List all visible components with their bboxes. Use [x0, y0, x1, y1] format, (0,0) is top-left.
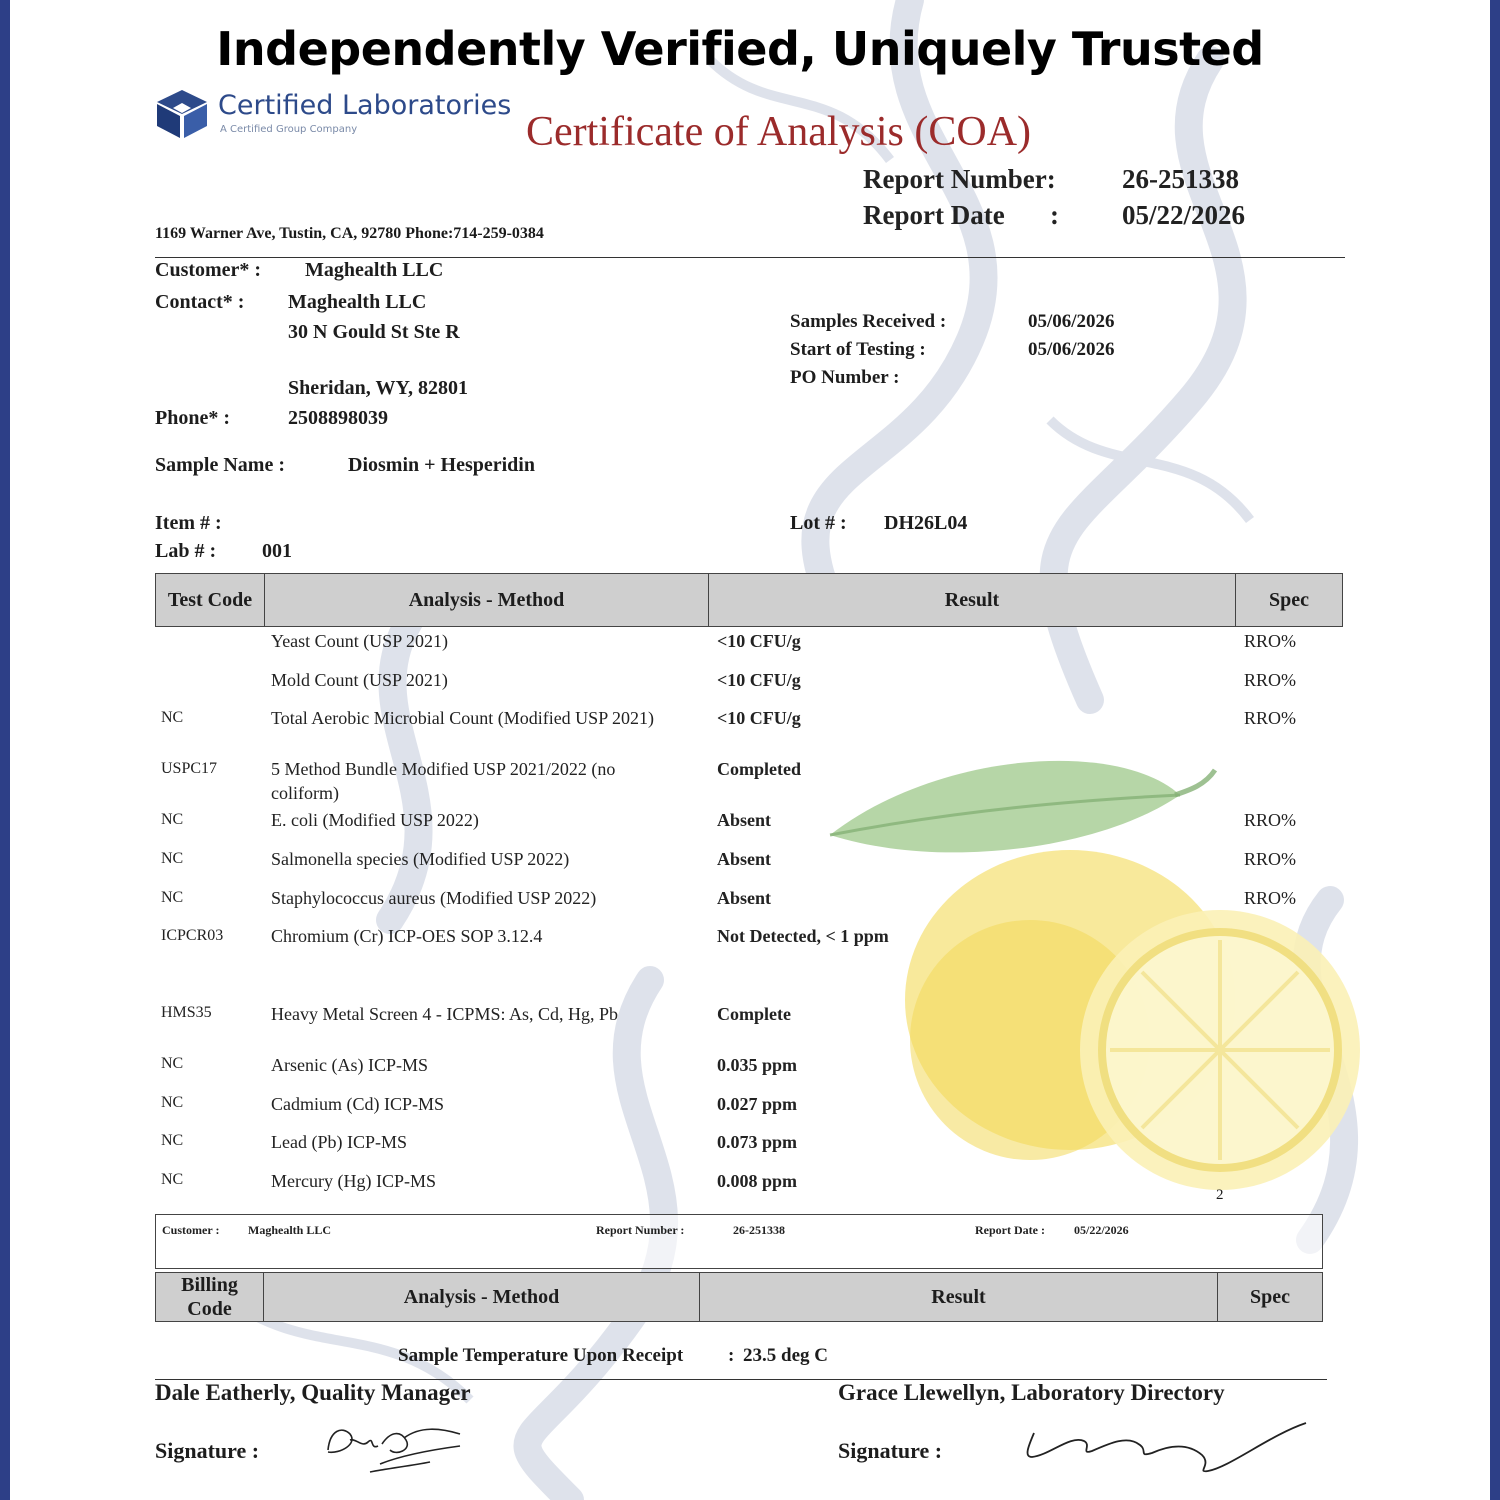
row-method: Arsenic (As) ICP-MS	[271, 1055, 428, 1075]
lab-number-label: Lab # :	[155, 540, 217, 562]
footer-customer-label: Customer :	[162, 1223, 220, 1237]
row-method: Staphylococcus aureus (Modified USP 2022)	[271, 888, 597, 908]
row-method: Yeast Count (USP 2021)	[271, 631, 449, 651]
certificate-title: Certificate of Analysis (COA)	[526, 109, 1032, 155]
row-spec: RRO%	[1244, 810, 1297, 830]
row-method: Salmonella species (Modified USP 2022)	[271, 849, 570, 869]
row-method: Mercury (Hg) ICP-MS	[271, 1171, 436, 1191]
lab-address: 1169 Warner Ave, Tustin, CA, 92780 Phone:714-259-0384	[155, 225, 544, 242]
row-spec: RRO%	[1244, 849, 1297, 869]
results-table-header	[155, 573, 1343, 627]
report-date-label: Report Date	[863, 200, 1005, 230]
header-analysis-method: Analysis - Method	[265, 574, 709, 626]
row-method: Lead (Pb) ICP-MS	[271, 1132, 407, 1152]
row-method: Total Aerobic Microbial Count (Modified USP 2021)	[271, 708, 655, 728]
sample-temperature-separator: :	[728, 1345, 735, 1366]
lot-number-label: Lot # :	[790, 512, 847, 534]
row-test-code: NC	[161, 850, 184, 867]
row-test-code: NC	[161, 889, 184, 906]
header-spec: Spec	[1269, 589, 1309, 611]
row-method: 5 Method Bundle Modified USP 2021/2022 (no	[271, 759, 616, 779]
samples-received-label: Samples Received :	[790, 311, 947, 332]
cube-logo-icon	[155, 88, 209, 140]
lab-logo-tagline: A Certified Group Company	[220, 124, 358, 135]
signature-right-label: Signature :	[838, 1438, 943, 1463]
item-number-label: Item # :	[155, 512, 222, 534]
page-number: 2	[1216, 1187, 1224, 1203]
row-result: 0.073 ppm	[717, 1132, 798, 1152]
row-result: 0.027 ppm	[717, 1094, 798, 1114]
header-billing-code-line2: Code	[187, 1298, 232, 1320]
start-of-testing-label: Start of Testing :	[790, 339, 926, 360]
header-billing-code	[156, 1273, 264, 1321]
row-test-code: HMS35	[161, 1004, 212, 1021]
sample-name-label: Sample Name :	[155, 454, 285, 476]
header-billing-code-line1: Billing	[181, 1274, 238, 1296]
row-result: <10 CFU/g	[717, 670, 801, 690]
lemon-image	[820, 740, 1400, 1220]
header-divider	[155, 257, 1345, 258]
footer-report-date-value: 05/22/2026	[1074, 1223, 1129, 1237]
lab-logo-name: Certified Laboratories	[218, 90, 512, 121]
signature-left-handwriting	[320, 1420, 470, 1480]
row-result: Absent	[717, 849, 772, 869]
signer-right-name: Grace Llewellyn, Laboratory Directory	[838, 1380, 1225, 1405]
row-test-code: NC	[161, 1132, 184, 1149]
start-of-testing-value: 05/06/2026	[1028, 339, 1115, 360]
report-date-value: 05/22/2026	[1122, 200, 1246, 230]
row-method: Cadmium (Cd) ICP-MS	[271, 1094, 445, 1114]
row-method: E. coli (Modified USP 2022)	[271, 810, 479, 830]
row-result: 0.035 ppm	[717, 1055, 798, 1075]
row-result: Not Detected, < 1 ppm	[717, 926, 889, 946]
header-result: Result	[709, 574, 1236, 626]
row-test-code: ICPCR03	[161, 927, 224, 944]
lab-number-value: 001	[262, 540, 292, 562]
footer-report-number-label: Report Number :	[596, 1223, 685, 1237]
row-spec: RRO%	[1244, 708, 1297, 728]
phone-value: 2508898039	[288, 407, 388, 429]
row-test-code: NC	[161, 709, 184, 726]
page-headline: Independently Verified, Uniquely Trusted	[216, 22, 1264, 76]
footer-report-date-label: Report Date :	[975, 1223, 1045, 1237]
row-spec: RRO%	[1244, 888, 1297, 908]
row-result: Absent	[717, 888, 772, 908]
footer-report-number-value: 26-251338	[733, 1223, 785, 1237]
row-result: Absent	[717, 810, 772, 830]
row-method: Mold Count (USP 2021)	[271, 670, 448, 690]
report-date-separator: :	[1050, 200, 1059, 230]
phone-label: Phone* :	[155, 407, 230, 429]
contact-address-line2: Sheridan, WY, 82801	[288, 377, 469, 399]
contact-address-line1: 30 N Gould St Ste R	[288, 321, 460, 343]
row-test-code: NC	[161, 1094, 184, 1111]
row-method: Heavy Metal Screen 4 - ICPMS: As, Cd, Hg, Pb	[271, 1004, 618, 1024]
sample-temperature-label: Sample Temperature Upon Receipt	[398, 1345, 684, 1366]
right-frame-border	[1490, 0, 1500, 1500]
header-result: Result	[700, 1273, 1218, 1321]
row-result: Completed	[717, 759, 801, 779]
row-method-continued: coliform)	[271, 783, 339, 803]
samples-received-value: 05/06/2026	[1028, 311, 1115, 332]
row-result: <10 CFU/g	[717, 631, 801, 651]
row-test-code: USPC17	[161, 760, 218, 777]
signature-right-handwriting	[1020, 1415, 1310, 1480]
header-test-code: Test Code	[156, 574, 265, 626]
row-result: <10 CFU/g	[717, 708, 801, 728]
signature-left-label: Signature :	[155, 1438, 260, 1463]
po-number-label: PO Number :	[790, 367, 900, 388]
report-number-label: Report Number:	[863, 164, 1056, 194]
lot-number-value: DH26L04	[884, 512, 968, 534]
contact-label: Contact* :	[155, 291, 245, 313]
header-analysis-method: Analysis - Method	[264, 1273, 700, 1321]
row-result: Complete	[717, 1004, 791, 1024]
header-spec: Spec	[1250, 1286, 1290, 1308]
row-result: 0.008 ppm	[717, 1171, 798, 1191]
row-test-code: NC	[161, 1171, 184, 1188]
row-method: Chromium (Cr) ICP-OES SOP 3.12.4	[271, 926, 543, 946]
row-spec: RRO%	[1244, 670, 1297, 690]
sample-temperature-value: 23.5 deg C	[743, 1345, 828, 1366]
billing-table-header	[155, 1272, 1323, 1322]
customer-value: Maghealth LLC	[305, 259, 444, 281]
report-number-value: 26-251338	[1122, 164, 1239, 194]
page-footer-summary	[155, 1214, 1323, 1269]
row-test-code: NC	[161, 811, 184, 828]
row-spec: RRO%	[1244, 631, 1297, 651]
row-test-code: NC	[161, 1055, 184, 1072]
contact-value: Maghealth LLC	[288, 291, 427, 313]
footer-customer-value: Maghealth LLC	[248, 1223, 332, 1237]
sample-name-value: Diosmin + Hesperidin	[348, 454, 535, 476]
customer-label: Customer* :	[155, 259, 262, 281]
left-frame-border	[0, 0, 10, 1500]
signer-left-name: Dale Eatherly, Quality Manager	[155, 1380, 471, 1405]
